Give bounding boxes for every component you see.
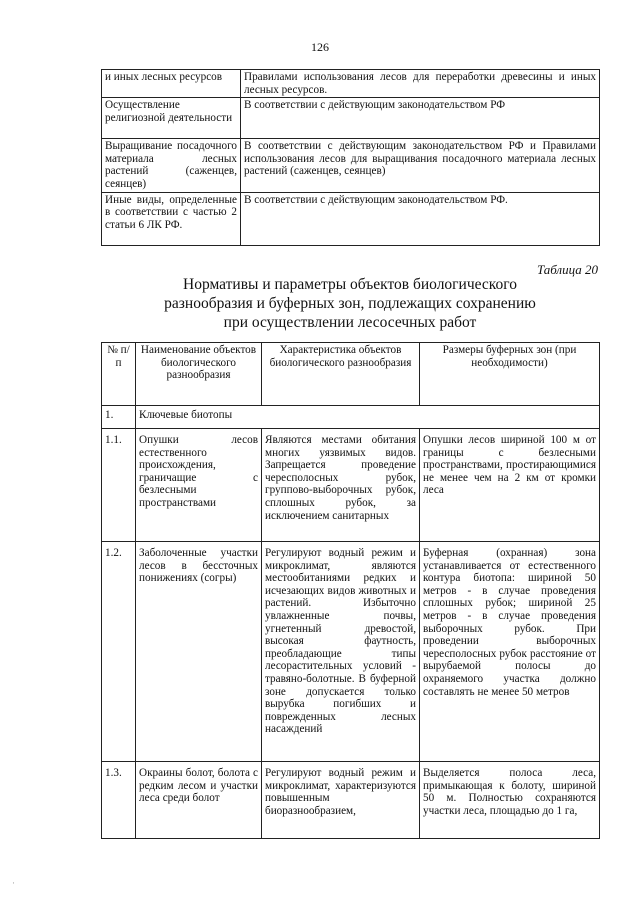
rule-cell: В соответствии с действующим законодательством РФ и Правилами использования лесов для выращивания посадочного материала лесных растений (саженцев, сеянцев) bbox=[241, 139, 600, 192]
top-table bbox=[101, 69, 600, 246]
activity-cell: Осуществление религиозной деятельности bbox=[102, 98, 241, 139]
header-characteristic: Характеристика объектов биологического разнообразия bbox=[262, 343, 420, 406]
row-buffer: Буферная (охранная) зона устанавливается от естественного контура биотопа: шириной 50 метров - в случае проведения сплошных рубок; шириной 25 метров - в случае проведения выборочных рубок. При проведении выборочных чересполосных рубок расстояние от вырубаемой полосы до охраняемого участка должно составлять не менее 50 метров bbox=[420, 542, 600, 762]
table-row bbox=[102, 429, 600, 542]
table-row bbox=[102, 542, 600, 762]
table-caption: Таблица 20 bbox=[536, 262, 598, 277]
page-number: 126 bbox=[311, 40, 329, 54]
activity-cell: Иные виды, определенные в соответствии с частью 2 статьи 6 ЛК РФ. bbox=[102, 192, 241, 245]
activity-cell: Выращивание посадочного материала лесных растений (саженцев, сеянцев) bbox=[102, 139, 241, 192]
row-name: Окраины болот, болота с редким лесом и участки леса среди болот bbox=[136, 762, 262, 839]
header-num: № п/п bbox=[102, 343, 136, 406]
biodiversity-table bbox=[101, 342, 600, 839]
margin-mark: · bbox=[12, 878, 15, 888]
rule-cell: В соответствии с действующим законодательством РФ. bbox=[241, 192, 600, 245]
table-row bbox=[102, 98, 600, 139]
row-num: 1.1. bbox=[102, 429, 136, 542]
header-name: Наименование объектов биологического разнообразия bbox=[136, 343, 262, 406]
row-num: 1.3. bbox=[102, 762, 136, 839]
section-title bbox=[100, 275, 600, 332]
header-buffer: Размеры буферных зон (при необходимости) bbox=[420, 343, 600, 406]
table-row bbox=[102, 192, 600, 245]
title-line: разнообразия и буферных зон, подлежащих сохранению bbox=[164, 295, 536, 312]
section-row bbox=[102, 406, 600, 429]
row-characteristic: Регулируют водный режим и микроклимат, являются местообитаниями редких и исчезающих видов животных и растений. Избыточно увлажненные почвы, угнетенный древостой, высокая фаутность, преобладающие типы лесорастительных условий - травяно-болотные. В буферной зоне допускается только вырубка погибших и поврежденных лесных насаждений bbox=[262, 542, 420, 762]
row-name: Опушки лесов естественного происхождения, граничащие с безлесными пространствами bbox=[136, 429, 262, 542]
table-row bbox=[102, 139, 600, 192]
title-line: Нормативы и параметры объектов биологического bbox=[183, 276, 517, 293]
activity-cell: и иных лесных ресурсов bbox=[102, 70, 241, 98]
table-header-row bbox=[102, 343, 600, 406]
rule-cell: Правилами использования лесов для переработки древесины и иных лесных ресурсов. bbox=[241, 70, 600, 98]
row-name: Заболоченные участки лесов в бессточных понижениях (согры) bbox=[136, 542, 262, 762]
row-num: 1.2. bbox=[102, 542, 136, 762]
row-buffer: Опушки лесов шириной 100 м от границы с безлесными пространствами, простирающимися не менее чем на 2 км от кромки леса bbox=[420, 429, 600, 542]
row-characteristic: Являются местами обитания многих уязвимых видов. Запрещается проведение чересполосных рубок, группово-выборочных рубок, сплошных рубок, за исключением санитарных bbox=[262, 429, 420, 542]
row-characteristic: Регулируют водный режим и микроклимат, характеризуются повышенным биоразнообразием, bbox=[262, 762, 420, 839]
section-num: 1. bbox=[102, 406, 136, 429]
section-title-cell: Ключевые биотопы bbox=[136, 406, 600, 429]
table-row bbox=[102, 762, 600, 839]
table-row bbox=[102, 70, 600, 98]
row-buffer: Выделяется полоса леса, примыкающая к болоту, шириной 50 м. Полностью сохраняются участки леса, площадью до 1 га, bbox=[420, 762, 600, 839]
rule-cell: В соответствии с действующим законодательством РФ bbox=[241, 98, 600, 139]
title-line: при осуществлении лесосечных работ bbox=[223, 314, 477, 331]
